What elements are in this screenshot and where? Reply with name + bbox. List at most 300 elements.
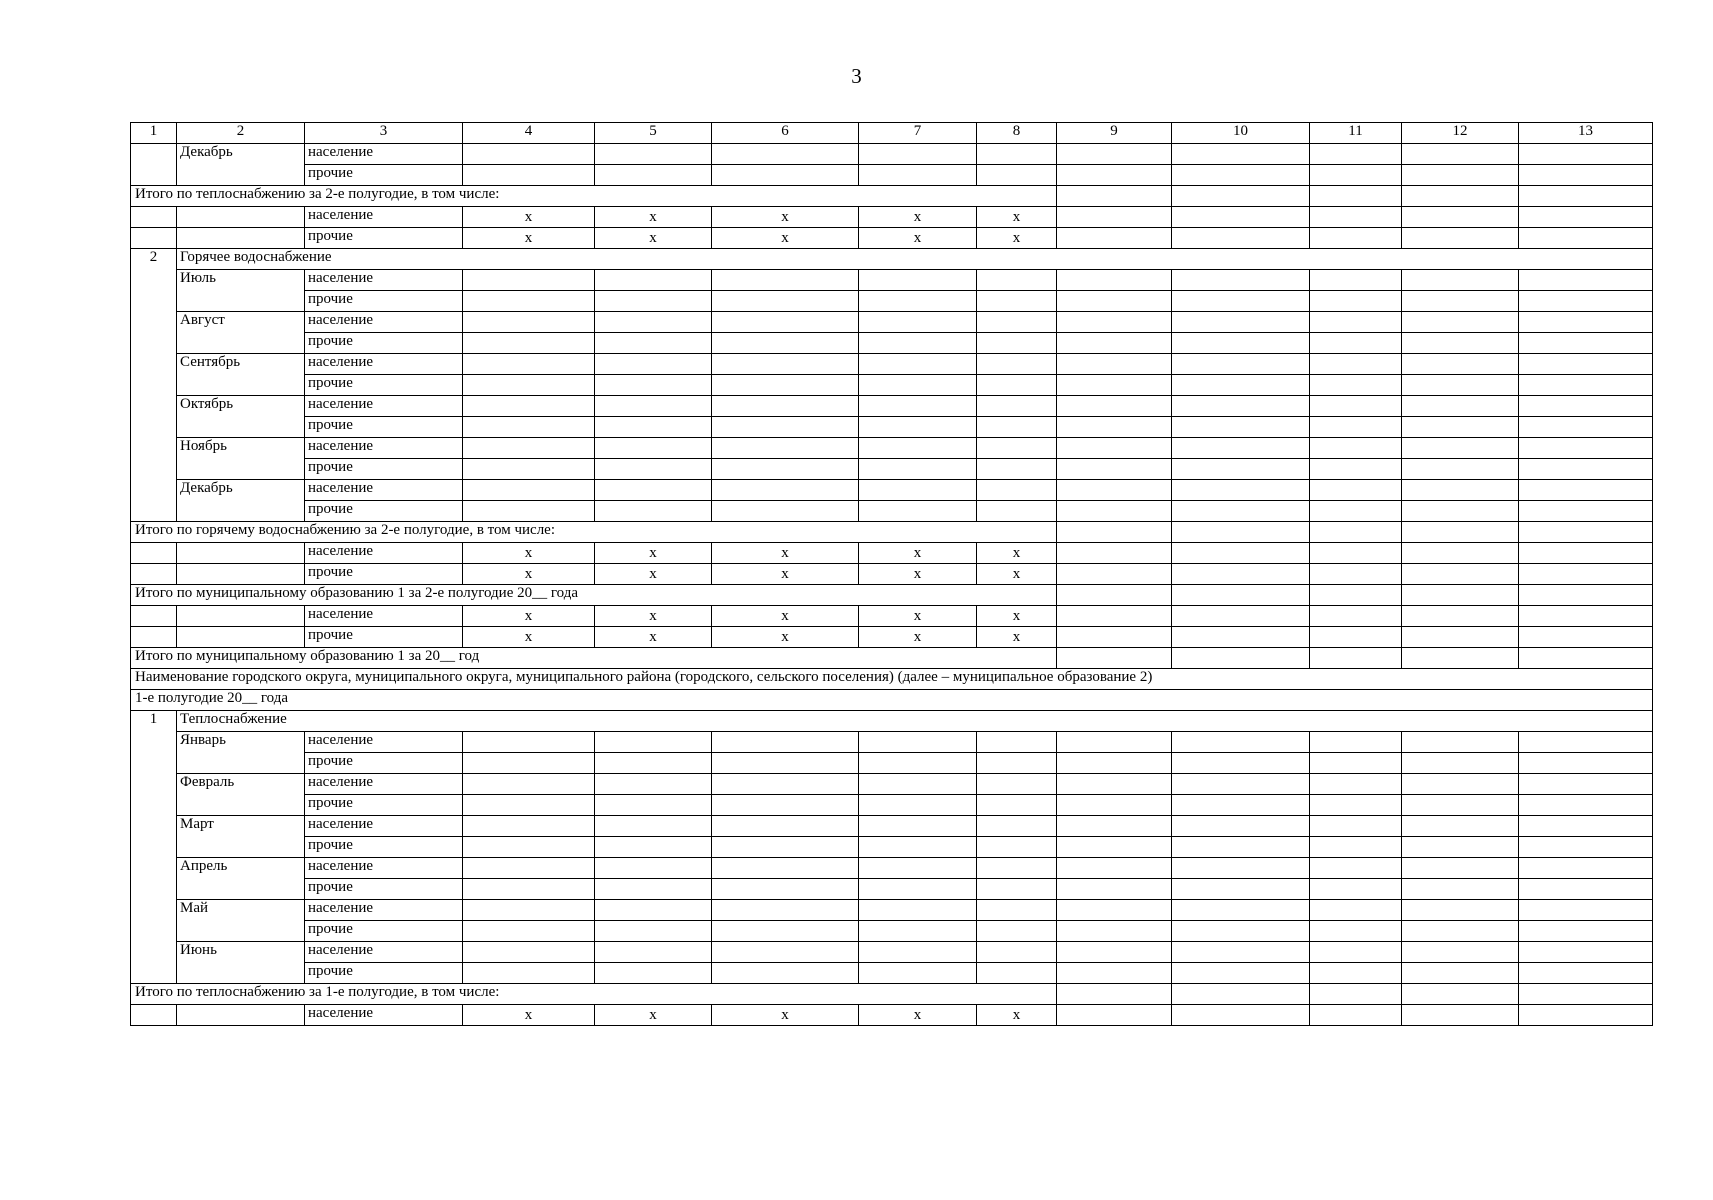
value-cell <box>1402 942 1519 963</box>
consumer-type-label: население <box>305 900 463 921</box>
value-cell <box>1057 1005 1172 1026</box>
value-cell <box>1172 186 1310 207</box>
total-row <box>131 1005 1653 1026</box>
value-cell <box>1057 858 1172 879</box>
value-cell <box>463 333 595 354</box>
value-cell <box>1057 522 1172 543</box>
value-cell <box>463 837 595 858</box>
x-mark: x <box>977 564 1057 585</box>
x-mark: x <box>712 606 859 627</box>
month-label: Март <box>177 816 305 858</box>
x-mark: x <box>595 543 712 564</box>
value-cell <box>1402 207 1519 228</box>
value-cell <box>1057 732 1172 753</box>
value-cell <box>463 879 595 900</box>
value-cell <box>463 417 595 438</box>
value-cell <box>712 963 859 984</box>
value-cell <box>1519 417 1653 438</box>
value-cell <box>712 732 859 753</box>
consumer-type-label: население <box>305 816 463 837</box>
value-cell <box>1519 984 1653 1005</box>
index-cell <box>131 1005 177 1026</box>
value-cell <box>1519 942 1653 963</box>
value-cell <box>859 795 977 816</box>
month-row <box>131 732 1653 753</box>
value-cell <box>859 333 977 354</box>
value-cell <box>1310 144 1402 165</box>
value-cell <box>1402 291 1519 312</box>
value-cell <box>1172 501 1310 522</box>
value-cell <box>595 501 712 522</box>
value-cell <box>1057 333 1172 354</box>
value-cell <box>1172 606 1310 627</box>
value-cell <box>712 417 859 438</box>
value-cell <box>1057 228 1172 249</box>
value-cell <box>1519 837 1653 858</box>
mo2-name-row <box>131 669 1653 690</box>
month-label: Июль <box>177 270 305 312</box>
x-mark: x <box>977 207 1057 228</box>
header-cell: 6 <box>712 123 859 144</box>
consumer-type-label: население <box>305 774 463 795</box>
value-cell <box>1310 165 1402 186</box>
value-cell <box>712 879 859 900</box>
consumer-type-label: население <box>305 606 463 627</box>
value-cell <box>977 438 1057 459</box>
value-cell <box>1057 480 1172 501</box>
x-mark: x <box>595 228 712 249</box>
value-cell <box>1057 396 1172 417</box>
value-cell <box>1172 774 1310 795</box>
value-cell <box>1172 270 1310 291</box>
value-cell <box>712 837 859 858</box>
value-cell <box>1519 396 1653 417</box>
month-row <box>131 774 1653 795</box>
value-cell <box>1519 606 1653 627</box>
index-cell <box>131 606 177 627</box>
value-cell <box>463 816 595 837</box>
value-cell <box>1057 165 1172 186</box>
month-row <box>131 753 1653 774</box>
total-heat-h1-row <box>131 984 1653 1005</box>
value-cell <box>1057 837 1172 858</box>
value-cell <box>1402 606 1519 627</box>
value-cell <box>1310 564 1402 585</box>
value-cell <box>1402 270 1519 291</box>
value-cell <box>1519 165 1653 186</box>
value-cell <box>463 963 595 984</box>
value-cell <box>1057 900 1172 921</box>
value-cell <box>595 312 712 333</box>
x-mark: x <box>463 543 595 564</box>
x-mark: x <box>712 228 859 249</box>
value-cell <box>1402 375 1519 396</box>
value-cell <box>1519 291 1653 312</box>
value-cell <box>859 165 977 186</box>
value-cell <box>463 480 595 501</box>
consumer-type-label: прочие <box>305 417 463 438</box>
value-cell <box>1310 396 1402 417</box>
month-label: Февраль <box>177 774 305 816</box>
value-cell <box>1310 417 1402 438</box>
month-row <box>131 459 1653 480</box>
value-cell <box>1310 900 1402 921</box>
index-cell <box>131 228 177 249</box>
value-cell <box>1057 606 1172 627</box>
value-cell <box>712 921 859 942</box>
month-label: Ноябрь <box>177 438 305 480</box>
value-cell <box>595 165 712 186</box>
consumer-type-label: прочие <box>305 963 463 984</box>
x-mark: x <box>712 627 859 648</box>
value-cell <box>712 438 859 459</box>
value-cell <box>1172 291 1310 312</box>
value-cell <box>1172 837 1310 858</box>
value-cell <box>859 144 977 165</box>
value-cell <box>977 732 1057 753</box>
value-cell <box>1402 522 1519 543</box>
value-cell <box>1172 522 1310 543</box>
total-hw-h2-row <box>131 522 1653 543</box>
consumer-type-label: население <box>305 480 463 501</box>
value-cell <box>1519 585 1653 606</box>
section-number: 2 <box>131 249 177 522</box>
value-cell <box>977 795 1057 816</box>
value-cell <box>1402 312 1519 333</box>
value-cell <box>1057 144 1172 165</box>
value-cell <box>977 354 1057 375</box>
value-cell <box>859 858 977 879</box>
value-cell <box>977 144 1057 165</box>
value-cell <box>1172 1005 1310 1026</box>
value-cell <box>1172 543 1310 564</box>
value-cell <box>1519 858 1653 879</box>
value-cell <box>1057 963 1172 984</box>
total-mo1-h2-row <box>131 585 1653 606</box>
month-row <box>131 333 1653 354</box>
month-row <box>131 921 1653 942</box>
header-cell: 9 <box>1057 123 1172 144</box>
report-table <box>130 122 1653 1026</box>
value-cell <box>1402 879 1519 900</box>
value-cell <box>1402 333 1519 354</box>
value-cell <box>977 270 1057 291</box>
month-row <box>131 165 1653 186</box>
value-cell <box>1057 375 1172 396</box>
x-mark: x <box>463 564 595 585</box>
value-cell <box>977 858 1057 879</box>
value-cell <box>1402 858 1519 879</box>
value-cell <box>712 480 859 501</box>
value-cell <box>1519 333 1653 354</box>
value-cell <box>595 921 712 942</box>
value-cell <box>595 816 712 837</box>
section-label: Наименование городского округа, муниципального округа, муниципального района (городского, сельского поселения) (далее – муниципальное образование 2) <box>131 669 1653 690</box>
value-cell <box>712 333 859 354</box>
value-cell <box>712 942 859 963</box>
consumer-type-label: прочие <box>305 879 463 900</box>
value-cell <box>712 795 859 816</box>
value-cell <box>1519 774 1653 795</box>
value-cell <box>859 942 977 963</box>
value-cell <box>859 837 977 858</box>
value-cell <box>977 333 1057 354</box>
value-cell <box>1310 816 1402 837</box>
value-cell <box>1172 312 1310 333</box>
value-cell <box>1402 228 1519 249</box>
value-cell <box>1057 816 1172 837</box>
x-mark: x <box>463 207 595 228</box>
value-cell <box>1519 522 1653 543</box>
value-cell <box>1402 963 1519 984</box>
value-cell <box>1402 837 1519 858</box>
value-cell <box>977 942 1057 963</box>
value-cell <box>595 480 712 501</box>
value-cell <box>1172 207 1310 228</box>
month-row <box>131 501 1653 522</box>
value-cell <box>595 732 712 753</box>
value-cell <box>1519 375 1653 396</box>
value-cell <box>1172 921 1310 942</box>
value-cell <box>1172 753 1310 774</box>
value-cell <box>1519 480 1653 501</box>
value-cell <box>1172 627 1310 648</box>
index-cell <box>131 207 177 228</box>
value-cell <box>977 837 1057 858</box>
value-cell <box>859 312 977 333</box>
section-label: Итого по теплоснабжению за 1-е полугодие, в том числе: <box>131 984 1057 1005</box>
value-cell <box>977 879 1057 900</box>
value-cell <box>463 753 595 774</box>
value-cell <box>1172 585 1310 606</box>
total-row <box>131 543 1653 564</box>
header-cell: 12 <box>1402 123 1519 144</box>
index-cell <box>131 564 177 585</box>
value-cell <box>859 480 977 501</box>
value-cell <box>1519 921 1653 942</box>
value-cell <box>463 270 595 291</box>
month-cell <box>177 207 305 228</box>
value-cell <box>595 144 712 165</box>
value-cell <box>1519 207 1653 228</box>
month-row <box>131 354 1653 375</box>
value-cell <box>1402 732 1519 753</box>
value-cell <box>1310 795 1402 816</box>
value-cell <box>1402 564 1519 585</box>
month-cell <box>177 543 305 564</box>
value-cell <box>859 774 977 795</box>
consumer-type-label: население <box>305 270 463 291</box>
value-cell <box>1057 186 1172 207</box>
x-mark: x <box>712 1005 859 1026</box>
value-cell <box>1310 648 1402 669</box>
value-cell <box>712 312 859 333</box>
value-cell <box>463 774 595 795</box>
value-cell <box>1402 501 1519 522</box>
value-cell <box>1519 228 1653 249</box>
month-cell <box>177 1005 305 1026</box>
value-cell <box>463 291 595 312</box>
month-row <box>131 942 1653 963</box>
value-cell <box>1172 984 1310 1005</box>
value-cell <box>859 438 977 459</box>
consumer-type-label: население <box>305 543 463 564</box>
value-cell <box>595 795 712 816</box>
consumer-type-label: население <box>305 858 463 879</box>
header-cell: 11 <box>1310 123 1402 144</box>
consumer-type-label: прочие <box>305 627 463 648</box>
value-cell <box>859 417 977 438</box>
consumer-type-label: население <box>305 312 463 333</box>
consumer-type-label: население <box>305 438 463 459</box>
value-cell <box>463 942 595 963</box>
month-label: Январь <box>177 732 305 774</box>
value-cell <box>595 858 712 879</box>
value-cell <box>1310 858 1402 879</box>
value-cell <box>1310 459 1402 480</box>
value-cell <box>1057 942 1172 963</box>
section-title: Горячее водоснабжение <box>177 249 1653 270</box>
value-cell <box>463 312 595 333</box>
value-cell <box>712 144 859 165</box>
month-row <box>131 900 1653 921</box>
consumer-type-label: прочие <box>305 333 463 354</box>
value-cell <box>859 501 977 522</box>
value-cell <box>712 291 859 312</box>
x-mark: x <box>859 543 977 564</box>
value-cell <box>1519 648 1653 669</box>
section-label: Итого по муниципальному образованию 1 за 20__ год <box>131 648 1057 669</box>
month-label: Август <box>177 312 305 354</box>
value-cell <box>463 459 595 480</box>
value-cell <box>1402 984 1519 1005</box>
month-cell <box>177 627 305 648</box>
value-cell <box>1402 1005 1519 1026</box>
value-cell <box>595 879 712 900</box>
value-cell <box>1310 480 1402 501</box>
value-cell <box>595 438 712 459</box>
half1-row <box>131 690 1653 711</box>
value-cell <box>1519 900 1653 921</box>
value-cell <box>1310 963 1402 984</box>
value-cell <box>1057 753 1172 774</box>
value-cell <box>1519 501 1653 522</box>
value-cell <box>1519 1005 1653 1026</box>
value-cell <box>1402 648 1519 669</box>
value-cell <box>595 333 712 354</box>
value-cell <box>1172 417 1310 438</box>
month-cell <box>177 564 305 585</box>
total-row <box>131 564 1653 585</box>
value-cell <box>977 417 1057 438</box>
value-cell <box>1172 438 1310 459</box>
value-cell <box>977 816 1057 837</box>
value-cell <box>1172 900 1310 921</box>
header-cell: 10 <box>1172 123 1310 144</box>
month-row <box>131 417 1653 438</box>
value-cell <box>463 165 595 186</box>
value-cell <box>1310 879 1402 900</box>
x-mark: x <box>859 564 977 585</box>
x-mark: x <box>712 543 859 564</box>
value-cell <box>859 732 977 753</box>
value-cell <box>1402 354 1519 375</box>
header-cell: 1 <box>131 123 177 144</box>
value-cell <box>1402 186 1519 207</box>
consumer-type-label: прочие <box>305 375 463 396</box>
header-cell: 7 <box>859 123 977 144</box>
month-row <box>131 480 1653 501</box>
consumer-type-label: прочие <box>305 564 463 585</box>
total-row <box>131 627 1653 648</box>
value-cell <box>859 963 977 984</box>
value-cell <box>1310 1005 1402 1026</box>
value-cell <box>595 417 712 438</box>
x-mark: x <box>463 627 595 648</box>
value-cell <box>1172 564 1310 585</box>
value-cell <box>1057 354 1172 375</box>
value-cell <box>1310 438 1402 459</box>
x-mark: x <box>595 564 712 585</box>
value-cell <box>595 963 712 984</box>
consumer-type-label: прочие <box>305 291 463 312</box>
value-cell <box>1057 585 1172 606</box>
consumer-type-label: прочие <box>305 753 463 774</box>
x-mark: x <box>595 1005 712 1026</box>
value-cell <box>463 144 595 165</box>
value-cell <box>463 795 595 816</box>
value-cell <box>1519 963 1653 984</box>
x-mark: x <box>595 627 712 648</box>
value-cell <box>595 942 712 963</box>
value-cell <box>1172 795 1310 816</box>
value-cell <box>1519 459 1653 480</box>
value-cell <box>859 921 977 942</box>
value-cell <box>1172 732 1310 753</box>
value-cell <box>595 354 712 375</box>
value-cell <box>712 270 859 291</box>
value-cell <box>1310 942 1402 963</box>
value-cell <box>1519 144 1653 165</box>
x-mark: x <box>977 1005 1057 1026</box>
value-cell <box>1519 312 1653 333</box>
value-cell <box>1057 270 1172 291</box>
consumer-type-label: население <box>305 144 463 165</box>
index-cell <box>131 543 177 564</box>
value-cell <box>977 753 1057 774</box>
value-cell <box>1057 207 1172 228</box>
value-cell <box>1519 438 1653 459</box>
value-cell <box>1519 186 1653 207</box>
value-cell <box>712 459 859 480</box>
value-cell <box>595 291 712 312</box>
section-label: Итого по горячему водоснабжению за 2-е полугодие, в том числе: <box>131 522 1057 543</box>
value-cell <box>859 753 977 774</box>
value-cell <box>1057 795 1172 816</box>
value-cell <box>1057 417 1172 438</box>
value-cell <box>1519 543 1653 564</box>
consumer-type-label: население <box>305 942 463 963</box>
value-cell <box>1172 333 1310 354</box>
value-cell <box>1310 312 1402 333</box>
total-row <box>131 207 1653 228</box>
x-mark: x <box>977 606 1057 627</box>
x-mark: x <box>463 228 595 249</box>
month-row <box>131 879 1653 900</box>
value-cell <box>1402 795 1519 816</box>
value-cell <box>1310 186 1402 207</box>
total-row <box>131 228 1653 249</box>
